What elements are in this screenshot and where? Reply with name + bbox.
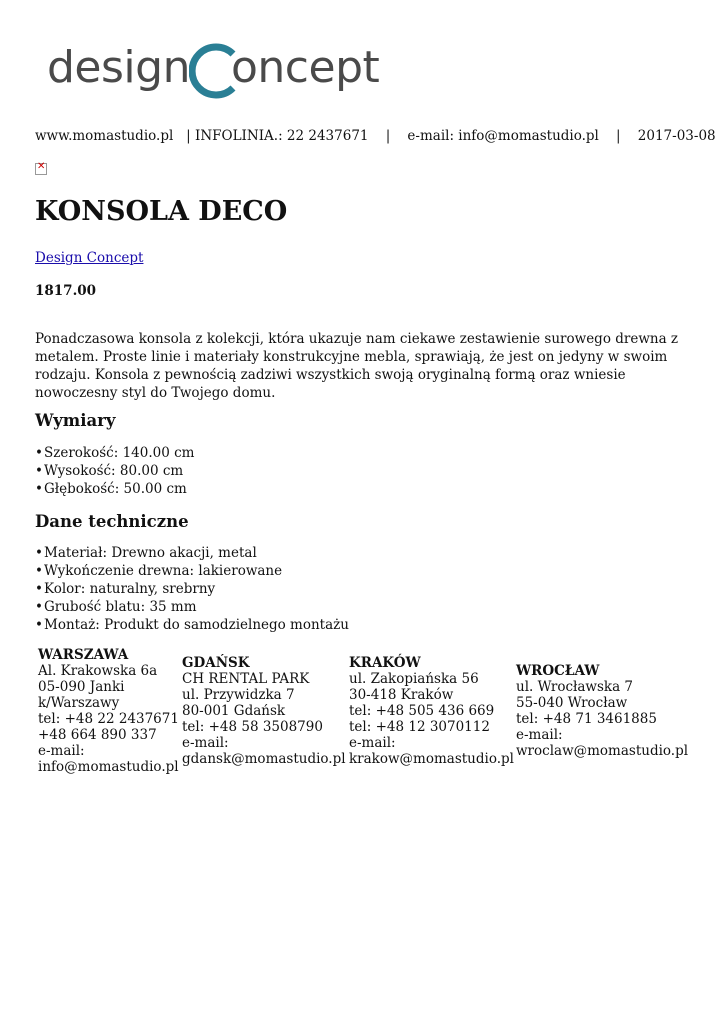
logo-text-design: design <box>47 42 190 93</box>
showroom-email[interactable]: info@momastudio.pl <box>38 759 179 775</box>
showroom-line: 80-001 Gdańsk <box>182 703 286 719</box>
showroom-line: tel: +48 71 3461885 <box>516 711 657 727</box>
list-item: • Materiał: Drewno akacji, metal <box>35 544 349 562</box>
showroom-line: CH RENTAL PARK <box>182 671 310 687</box>
showroom-line: ul. Wrocławska 7 <box>516 679 634 695</box>
showroom-email[interactable]: krakow@momastudio.pl <box>349 751 514 767</box>
website-link[interactable]: www.momastudio.pl <box>35 128 174 144</box>
showroom-city: WARSZAWA <box>38 647 129 663</box>
showroom-line: tel: +48 12 3070112 <box>349 719 490 735</box>
list-item: • Kolor: naturalny, srebrny <box>35 580 349 598</box>
showroom-line: ul. Zakopiańska 56 <box>349 671 479 687</box>
showroom-line: Al. Krakowska 6a <box>38 663 158 679</box>
date: 2017-03-08 <box>637 128 716 144</box>
dimensions-list <box>35 444 194 498</box>
broken-image-icon: ✕ <box>35 163 47 175</box>
showroom-line: e-mail: <box>38 743 85 759</box>
showroom-line: 05-090 Janki k/Warszawy <box>38 679 125 711</box>
product-title: KONSOLA DECO <box>35 196 288 227</box>
list-item: • Wysokość: 80.00 cm <box>35 462 194 480</box>
list-item: • Montaż: Produkt do samodzielnego montażu <box>35 616 349 634</box>
showroom-line: 30-418 Kraków <box>349 687 454 703</box>
list-item: • Głębokość: 50.00 cm <box>35 480 194 498</box>
showroom-line: tel: +48 505 436 669 <box>349 703 495 719</box>
product-price: 1817.00 <box>35 283 97 299</box>
showroom-line: +48 664 890 337 <box>38 727 157 743</box>
list-item: • Szerokość: 140.00 cm <box>35 444 194 462</box>
list-item: • Grubość blatu: 35 mm <box>35 598 349 616</box>
list-item: • Wykończenie drewna: lakierowane <box>35 562 349 580</box>
showroom-email[interactable]: gdansk@momastudio.pl <box>182 751 346 767</box>
showroom-city: WROCŁAW <box>516 663 600 679</box>
showroom-email[interactable]: wroclaw@momastudio.pl <box>516 743 689 759</box>
showroom-line: e-mail: <box>349 735 396 751</box>
showroom-line: 55-040 Wrocław <box>516 695 628 711</box>
showroom-line: ul. Przywidzka 7 <box>182 687 295 703</box>
showroom-wroclaw <box>516 663 688 759</box>
logo <box>47 38 387 104</box>
showroom-line: tel: +48 58 3508790 <box>182 719 323 735</box>
technical-list <box>35 544 349 634</box>
showroom-warszawa <box>38 647 179 775</box>
separator: | <box>385 128 391 144</box>
showroom-line: e-mail: <box>182 735 229 751</box>
dimensions-heading: Wymiary <box>35 411 116 430</box>
hotline: | INFOLINIA.: 22 2437671 <box>186 128 369 144</box>
logo-text-oncept: oncept <box>231 42 380 93</box>
product-description: Ponadczasowa konsola z kolekcji, która ukazuje nam ciekawe zestawienie surowego drewna z metalem. Proste linie i materiały konstrukcyjne mebla, sprawiają, że jest on jedyny w swoim rodzaju. Konsola z pewnością zadziwi wszystkich swoją oryginalną formą oraz wniesie nowoczesny styl do Twojego domu. <box>35 331 679 401</box>
header-info-line <box>35 127 716 145</box>
showroom-city: KRAKÓW <box>349 655 421 671</box>
showroom-krakow <box>349 655 514 767</box>
separator: | <box>616 128 621 144</box>
header-email[interactable]: e-mail: info@momastudio.pl <box>407 128 599 144</box>
showroom-line: tel: +48 22 2437671 <box>38 711 179 727</box>
showroom-gdansk <box>182 655 346 767</box>
technical-heading: Dane techniczne <box>35 512 189 531</box>
showroom-city: GDAŃSK <box>182 655 250 671</box>
showroom-line: e-mail: <box>516 727 563 743</box>
brand-link[interactable]: Design Concept <box>35 250 144 266</box>
